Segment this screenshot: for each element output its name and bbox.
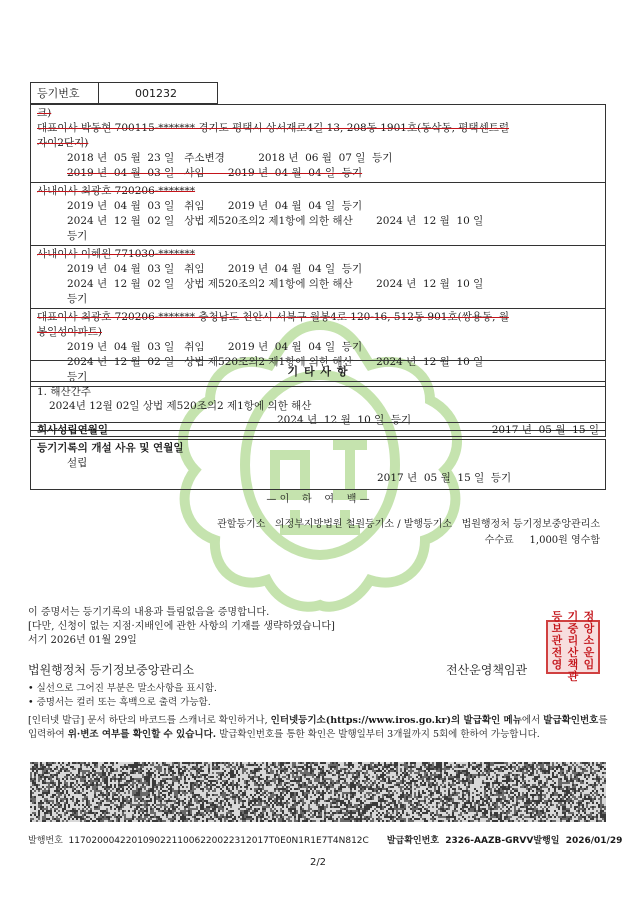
executive-entry: 2019 년 04 월 03 일 취임 2019 년 04 월 04 일 등기 (67, 341, 363, 353)
stamp-char: 중 (567, 622, 579, 635)
office-info (217, 517, 600, 549)
company-founded-label: 회사성립연월일 (37, 424, 109, 436)
executive-entry: 등기 (67, 230, 88, 242)
issuing-authority: 법원행정처 등기정보중앙관리소 (28, 663, 195, 677)
executive-header-line: 사내이사 이혜원 771030-******* (37, 248, 196, 260)
stamp-char: 등 (551, 610, 563, 623)
executive-entry: 등기 (67, 293, 88, 305)
certification-line: 이 증명서는 등기기록의 내용과 틀림없음을 증명합니다. (28, 607, 270, 618)
stamp-char: 전 (551, 646, 563, 659)
executive-entry: 2019 년 04 월 03 일 취임 2019 년 04 월 04 일 등기 (67, 200, 363, 212)
other-matters-section (30, 360, 606, 431)
other-matters-title: 기 타 사 항 (31, 361, 605, 382)
other-matters-item-title: 1. 해산간주 (37, 386, 91, 398)
issue-date: 발행일 2026/01/29 (533, 836, 623, 846)
executive-header-line: 대표이사 최광호 720206-******* 충청남도 천안시 서북구 월봉4로 120-16, 512동 901호(쌍용동, 월 (37, 311, 509, 323)
responsible-officer: 전산운영책임관 (446, 663, 528, 677)
internet-issuance-notice (28, 714, 608, 742)
company-founded-row (30, 422, 606, 437)
certification-date: 서기 2026년 01월 29일 (28, 635, 137, 646)
executive-entry: 2024 년 12 월 02 일 상법 제520조의2 제1항에 의한 해산 2024 년 12 월 10 일 (67, 215, 484, 227)
stamp-char: 보 (551, 622, 563, 635)
executive-entry: 2018 년 05 월 23 일 주소변경 2018 년 06 월 07 일 등기 (67, 152, 393, 164)
executive-header-line: 크) (37, 107, 52, 119)
executive-record (31, 105, 605, 183)
registration-number-label: 등기번호 (31, 83, 99, 103)
company-founded-value: 2017 년 05 월 15 일 (491, 424, 599, 436)
end-of-document-mark: — 이 하 여 백 — (266, 494, 370, 505)
notice-site-link[interactable]: 인터넷등기소(https://www.iros.go.kr)의 발급확인 메뉴 (270, 715, 522, 726)
certification-line: [다만, 신청이 없는 지점·지배인에 관한 사항의 기재를 생략하였습니다] (28, 621, 335, 632)
other-matters-item-line: 2024 년 12 월 10 일 등기 (277, 414, 412, 426)
registration-number-value: 001232 (135, 86, 177, 100)
verification-barcode (30, 762, 606, 822)
office-jurisdiction: 관할등기소 의정부지방법원 철원등기소 / 발행등기소 법원행정처 등기정보중앙관리소 (217, 519, 600, 530)
notice-text: 발급확인번호 (543, 715, 599, 726)
note-item: • 실선으로 그어진 부분은 말소사항을 표시함. (28, 683, 217, 694)
registration-number-box (30, 82, 218, 104)
record-opening-section (30, 439, 606, 490)
executive-entry: 2024 년 12 월 02 일 상법 제520조의2 제1항에 의한 해산 2024 년 12 월 10 일 (67, 356, 484, 368)
stamp-char: 소 (583, 634, 595, 647)
notice-text: 발급확인번호를 통한 확인은 발행일부터 3개월까지 5회에 한하여 가능합니다. (216, 729, 540, 740)
stamp-char: 관 (567, 670, 579, 683)
notice-text: [인터넷 발급] 문서 하단의 바코드를 스캐너로 확인하거나, (28, 715, 271, 726)
stamp-char: 책 (567, 658, 579, 671)
issue-confirmation-number: 발급확인번호 2326-AAZB-GRVV (386, 836, 534, 846)
executive-header-line: 사내이사 최광호 720206-******* (37, 185, 196, 197)
executive-record (31, 183, 605, 246)
official-seal-stamp (546, 610, 600, 683)
stamp-char: 영 (551, 658, 563, 671)
stamp-char: 리 (567, 634, 579, 647)
executive-record (31, 246, 605, 309)
page-number: 2/2 (309, 857, 327, 868)
notice-text: 를 입력하여 (28, 715, 608, 740)
certification-text (28, 606, 335, 648)
note-item: • 증명서는 컬러 또는 흑백으로 출력 가능함. (28, 697, 211, 708)
notes-list (28, 682, 217, 710)
executive-entry: 등기 (67, 371, 88, 383)
notice-text: 위·변조 여부를 확인할 수 있습니다. (67, 729, 217, 740)
record-opening-label: 등기기록의 개설 사유 및 연월일 (37, 442, 184, 454)
fee-receipt: 수수료 1,000원 영수함 (484, 535, 600, 546)
executive-entry: 2019 년 04 월 03 일 취임 2019 년 04 월 04 일 등기 (67, 263, 363, 275)
stamp-char: 관 (551, 634, 563, 647)
record-opening-date: 2017 년 05 월 15 일 등기 (377, 472, 512, 484)
executive-header-line: 자이2단지) (37, 137, 89, 149)
executive-header-line: 봉일성아파트) (37, 326, 102, 338)
footer-bar (28, 833, 623, 846)
stamp-char: 정 (583, 610, 595, 623)
notice-text: 에서 (521, 715, 544, 726)
stamp-char: 산 (567, 646, 579, 659)
stamp-char: 기 (567, 610, 579, 623)
executive-header-line: 대표이사 박동현 700115-******* 경기도 평택시 상서재로4길 13, 208동 1901호(동삭동, 평택센트럴 (37, 122, 509, 134)
record-opening-reason: 설립 (67, 457, 88, 469)
stamp-char: 임 (583, 658, 595, 671)
executive-entry: 2024 년 12 월 02 일 상법 제520조의2 제1항에 의한 해산 2024 년 12 월 10 일 (67, 278, 484, 290)
stamp-char: 앙 (583, 622, 595, 635)
other-matters-item-line: 2024년 12월 02일 상법 제520조의2 제1항에 의한 해산 (49, 400, 312, 412)
issue-serial-number: 발행번호 11702000422010902211006220022312017T0E0N1R1E7T4N812C (28, 836, 369, 846)
executive-entry: 2019 년 04 월 03 일 사임 2019 년 04 월 04 일 등기 (67, 167, 363, 179)
stamp-char: 운 (583, 646, 595, 659)
executives-table (30, 104, 606, 387)
